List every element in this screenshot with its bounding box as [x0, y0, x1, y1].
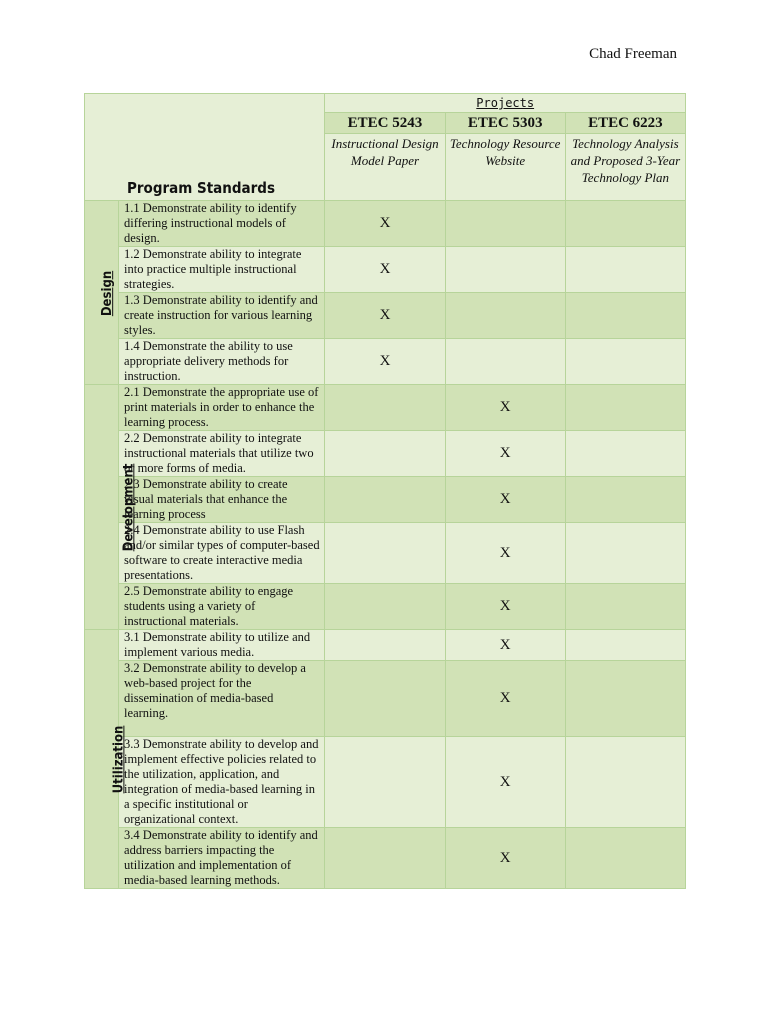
standard-row: [85, 339, 686, 385]
mark-cell: [565, 201, 685, 247]
standard-row: [85, 293, 686, 339]
area-design-cell: [85, 201, 119, 385]
mark-cell: X: [445, 630, 565, 661]
mark-cell: X: [445, 523, 565, 584]
standard-text: 1.1 Demonstrate ability to identify differing instructional models of design.: [119, 201, 325, 247]
standard-text: 3.1 Demonstrate ability to utilize and implement various media.: [119, 630, 325, 661]
standard-text: 1.4 Demonstrate the ability to use appropriate delivery methods for instruction.: [119, 339, 325, 385]
standard-text: 3.2 Demonstrate ability to develop a web-based project for the dissemination of media-based learning.: [119, 661, 325, 737]
mark-cell: X: [445, 385, 565, 431]
standard-row: [85, 661, 686, 737]
mark-cell: X: [325, 201, 445, 247]
mark-cell: [325, 385, 445, 431]
mark-cell: [445, 247, 565, 293]
standard-text: 2.5 Demonstrate ability to engage students using a variety of instructional materials.: [119, 584, 325, 630]
standard-row: [85, 737, 686, 828]
mark-cell: [445, 339, 565, 385]
mark-cell: [565, 293, 685, 339]
mark-cell: [325, 630, 445, 661]
standard-row: [85, 828, 686, 889]
area-utilization-cell: [85, 630, 127, 889]
mark-cell: [565, 247, 685, 293]
program-standards-header: [85, 94, 325, 201]
standard-row: [85, 584, 686, 630]
standard-text: 2.2 Demonstrate ability to integrate instructional materials that utilize two or more forms of media.: [119, 431, 325, 477]
mark-cell: [565, 385, 685, 431]
area-label-development: Development: [121, 463, 137, 552]
mark-cell: X: [445, 431, 565, 477]
mark-cell: X: [325, 247, 445, 293]
mark-cell: [325, 584, 445, 630]
mark-cell: [325, 477, 445, 523]
course-title-1: Instructional Design Model Paper: [325, 134, 445, 201]
area-label-utilization: Utilization: [111, 725, 127, 794]
mark-cell: [565, 431, 685, 477]
program-standards-title: Program Standards: [127, 179, 276, 197]
mark-cell: [325, 431, 445, 477]
mark-cell: [565, 523, 685, 584]
course-code-1: ETEC 5243: [325, 113, 445, 134]
standard-text: 2.4 Demonstrate ability to use Flash and/or similar types of computer-based software to create interactive media presentations.: [119, 523, 325, 584]
mark-cell: X: [325, 293, 445, 339]
header-row-projects: [85, 94, 686, 113]
mark-cell: [325, 661, 445, 737]
standard-row: [85, 630, 686, 661]
standard-row: [85, 201, 686, 247]
standard-text: 2.1 Demonstrate the appropriate use of print materials in order to enhance the learning process.: [119, 385, 325, 431]
mark-cell: [325, 828, 445, 889]
standard-row: [85, 431, 686, 477]
mark-cell: X: [325, 339, 445, 385]
area-development-cell: [85, 385, 137, 630]
area-label-design: Design: [100, 270, 116, 316]
standard-text: 1.2 Demonstrate ability to integrate into practice multiple instructional strategies.: [119, 247, 325, 293]
mark-cell: X: [445, 661, 565, 737]
standard-row: [85, 477, 686, 523]
course-code-2: ETEC 5303: [445, 113, 565, 134]
author-name: Chad Freeman: [589, 46, 677, 62]
standard-row: [85, 523, 686, 584]
mark-cell: [565, 828, 685, 889]
mark-cell: X: [445, 828, 565, 889]
projects-label: Projects: [325, 94, 686, 113]
mark-cell: [565, 584, 685, 630]
standard-row: [85, 385, 686, 431]
mark-cell: [565, 477, 685, 523]
mark-cell: [445, 293, 565, 339]
standard-text: 2.3 Demonstrate ability to create visual materials that enhance the learning process: [119, 477, 325, 523]
standard-row: [85, 247, 686, 293]
standards-matrix-table: [84, 93, 686, 889]
mark-cell: [325, 737, 445, 828]
mark-cell: [565, 339, 685, 385]
mark-cell: [445, 201, 565, 247]
mark-cell: [565, 661, 685, 737]
standard-text: 3.3 Demonstrate ability to develop and implement effective policies related to the utilization, application, and integration of media-based learning in a specific institutional or organizational context.: [119, 737, 325, 828]
mark-cell: [325, 523, 445, 584]
mark-cell: [565, 630, 685, 661]
standard-text: 3.4 Demonstrate ability to identify and address barriers impacting the utilization and implementation of media-based learning methods.: [119, 828, 325, 889]
course-title-3: Technology Analysis and Proposed 3-Year Technology Plan: [565, 134, 685, 201]
mark-cell: X: [445, 477, 565, 523]
mark-cell: X: [445, 584, 565, 630]
course-code-3: ETEC 6223: [565, 113, 685, 134]
standard-text: 1.3 Demonstrate ability to identify and create instruction for various learning styles.: [119, 293, 325, 339]
course-title-2: Technology Resource Website: [445, 134, 565, 201]
mark-cell: X: [445, 737, 565, 828]
mark-cell: [565, 737, 685, 828]
